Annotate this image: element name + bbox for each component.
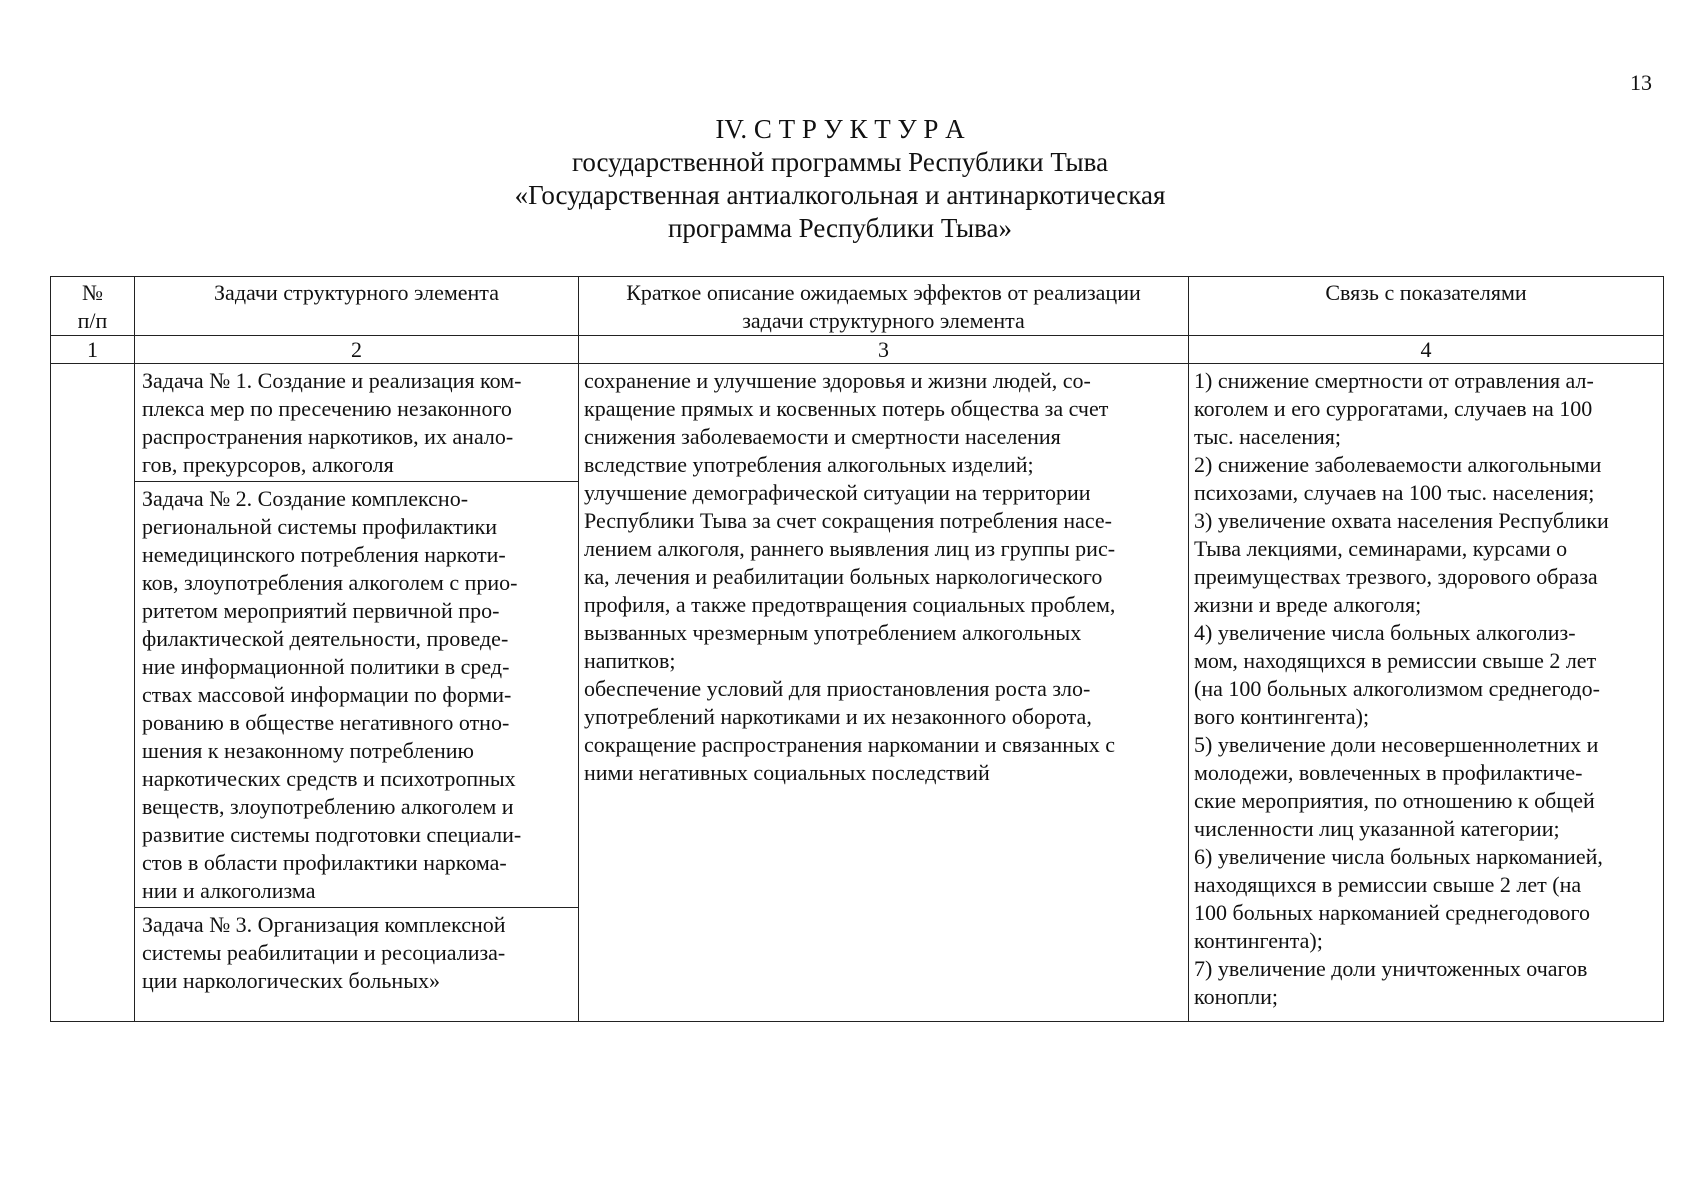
- heading-subtitle-line-2: «Государственная антиалкогольная и антинаркотическая: [514, 180, 1166, 210]
- column-number-3: 3: [579, 336, 1189, 364]
- header-indicators: Связь с показателями: [1189, 277, 1664, 336]
- effects-cell: сохранение и улучшение здоровья и жизни людей, со- кращение прямых и косвенных потерь общества за счет снижения заболеваемости и смертности населения вследствие употребления алкогольных изделий; улучшение демографической ситуации на территории Республики Тыва за счет сокращения потребления насе- лением алкоголя, раннего выявления лиц из группы рис- ка, лечения и реабилитации больных наркологического профиля, а также предотвращения социальных проблем, вызванных чрезмерным употреблением алкогольных напитков; обеспечение условий для приостановления роста зло- употреблений наркотиками и их незаконного оборота, сокращение распространения наркомании и связанных с ними негативных социальных последствий: [579, 364, 1189, 1022]
- tasks-cell: [135, 364, 579, 1022]
- header-effects: Краткое описание ожидаемых эффектов от реализации задачи структурного элемента: [579, 277, 1189, 336]
- column-number-1: 1: [51, 336, 135, 364]
- indicators-cell: 1) снижение смертности от отравления ал- коголем и его суррогатами, случаев на 100 тыс. населения; 2) снижение заболеваемости алкогольными психозами, случаев на 100 тыс. населения; 3) увеличение охвата населения Республики Тыва лекциями, семинарами, курсами о преимуществах трезвого, здорового образа жизни и вреде алкоголя; 4) увеличение числа больных алкоголиз- мом, находящихся в ремиссии свыше 2 лет (на 100 больных алкоголизмом среднегодо- вого контингента); 5) увеличение доли несовершеннолетних и молодежи, вовлеченных в профилактиче- ские мероприятия, по отношению к общей численности лиц указанной категории; 6) увеличение числа больных наркоманией, находящихся в ремиссии свыше 2 лет (на 100 больных наркоманией среднегодового контингента); 7) увеличение доли уничтоженных очагов конопли;: [1189, 364, 1664, 1022]
- column-number-row: [51, 336, 1664, 364]
- header-number: № п/п: [51, 277, 135, 336]
- heading-section-title: IV. С Т Р У К Т У Р А: [715, 114, 965, 144]
- row-number-cell: [51, 364, 135, 1022]
- heading-subtitle-line-3: программа Республики Тыва»: [667, 213, 1013, 243]
- heading-subtitle-line-1: государственной программы Республики Тыва: [571, 147, 1109, 177]
- page-number: 13: [1630, 70, 1652, 95]
- task-3: Задача № 3. Организация комплексной системы реабилитации и ресоциализа- ции наркологических больных»: [142, 912, 506, 993]
- document-heading: [340, 113, 1340, 245]
- column-number-4: 4: [1189, 336, 1664, 364]
- task-2: Задача № 2. Создание комплексно- региональной системы профилактики немедицинского потребления наркоти- ков, злоупотребления алкоголем с прио- ритетом мероприятий первичной про- филактической деятельности, проведе- ние информационной политики в сред- ствах массовой информации по форми- рованию в обществе негативного отно- шения к незаконному потреблению наркотических средств и психотропных веществ, злоупотреблению алкоголем и развитие системы подготовки специали- стов в области профилактики наркома- нии и алкоголизма: [135, 482, 578, 908]
- table-row: [51, 364, 1664, 1022]
- table-header-row: [51, 277, 1664, 336]
- column-number-2: 2: [135, 336, 579, 364]
- header-tasks: Задачи структурного элемента: [135, 277, 579, 336]
- structure-table: [50, 276, 1664, 1022]
- task-1: Задача № 1. Создание и реализация ком- плекса мер по пресечению незаконного распространения наркотиков, их анало- гов, прекурсоров, алкоголя: [135, 364, 578, 482]
